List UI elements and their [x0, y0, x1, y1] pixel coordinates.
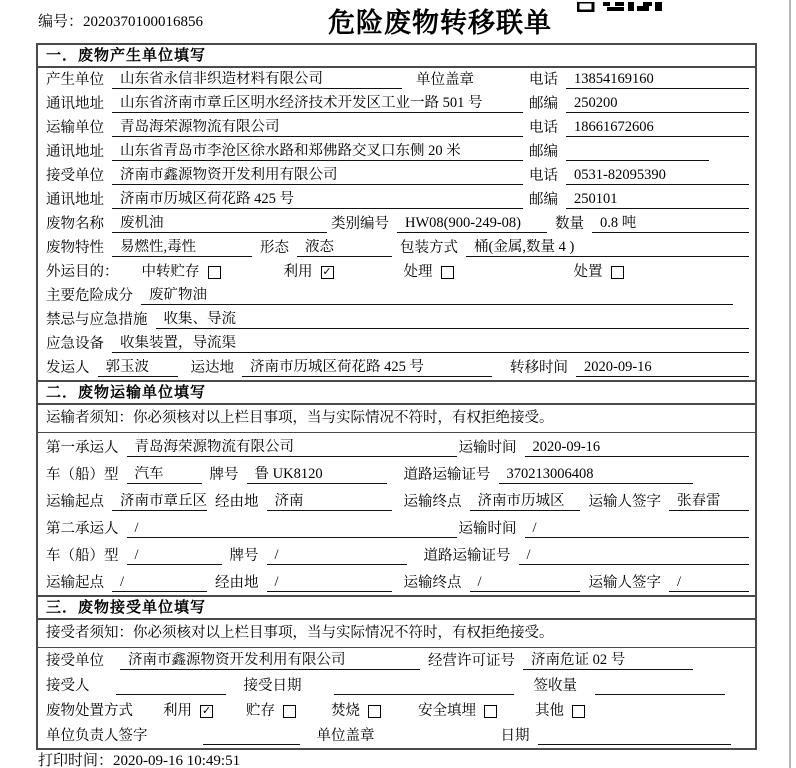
producer-zip-value: 250200	[566, 95, 749, 113]
origin1-value: 济南市章丘区	[112, 493, 207, 511]
address-label: 通讯地址	[46, 144, 104, 160]
category-label: 类别编号	[331, 216, 389, 232]
phone-label: 电话	[529, 120, 558, 136]
section-producer	[38, 45, 755, 380]
transfer-time-value: 2020-09-16	[576, 359, 749, 377]
receipt-qty-label: 签收量	[533, 678, 577, 694]
option-other	[535, 699, 585, 720]
form-value: 液态	[297, 239, 392, 257]
serial-number	[38, 10, 203, 31]
receive-person-value	[116, 677, 226, 695]
option-transfer-storage	[142, 260, 284, 281]
serial-value: 2020370100016856	[83, 14, 204, 30]
checkbox-checked: ✓	[322, 266, 332, 278]
endpoint2-value: /	[470, 574, 580, 592]
option-use	[163, 699, 213, 720]
unit-seal-label: 单位盖章	[316, 728, 375, 744]
option-label: 利用	[283, 264, 313, 280]
page-edge-line	[789, 0, 791, 768]
row-transporter-address	[38, 140, 755, 164]
option-treat	[404, 260, 574, 281]
transporter-notice: 运输者须知：你必须核对以上栏目事项，当与实际情况不符时，有权拒绝接受。	[38, 405, 755, 433]
print-time-label: 打印时间：	[38, 753, 114, 768]
character-value: 易燃性,毒性	[112, 239, 252, 257]
transport-time-label: 运输时间	[458, 440, 517, 456]
zip-label: 邮编	[529, 192, 558, 208]
row-taboo	[38, 308, 755, 332]
carrier1-label: 第一承运人	[46, 440, 119, 456]
road-permit1-value: 370213006408	[499, 466, 694, 484]
transporter-value: 青岛海荣源物流有限公司	[112, 119, 523, 137]
vehicle-type-label: 车（船）型	[46, 467, 119, 483]
carrier-sign1-value: 张春雷	[669, 493, 749, 511]
via-label: 经由地	[215, 494, 259, 510]
disposal-method-label: 废物处置方式	[46, 703, 133, 719]
plate-label: 牌号	[229, 548, 259, 564]
option-label: 焚烧	[331, 703, 360, 719]
row-transporter	[38, 116, 755, 140]
serial-label: 编号：	[38, 14, 84, 30]
checkbox-unchecked	[611, 266, 624, 279]
purpose-label: 外运目的：	[46, 264, 119, 280]
receiver-notice: 接受者须知：你必须核对以上栏目事项，当与实际情况不符时，有权拒绝接受。	[38, 620, 755, 648]
section3-header: 三．废物接受单位填写	[38, 597, 755, 620]
destination-value: 济南市历城区荷花路 425 号	[242, 359, 492, 377]
receive-date-label: 接受日期	[243, 678, 302, 694]
destination-label: 运达地	[190, 360, 234, 376]
row-shipper	[38, 356, 755, 380]
plate2-value: /	[267, 547, 407, 565]
origin2-value: /	[112, 574, 207, 592]
via1-value: 济南	[267, 493, 392, 511]
vehicle-type-label: 车（船）型	[46, 548, 119, 564]
receipt-qty-value	[595, 677, 725, 695]
transport-time-label: 运输时间	[458, 521, 517, 537]
row-carrier2	[38, 514, 755, 541]
row-responsible-sign	[38, 723, 755, 748]
row-receiver-address	[38, 188, 755, 212]
transport-time1-value: 2020-09-16	[525, 439, 750, 457]
transfer-time-label: 转移时间	[510, 360, 568, 376]
option-label: 处理	[403, 264, 433, 280]
endpoint1-value: 济南市历城区	[470, 493, 580, 511]
plate-label: 牌号	[209, 467, 239, 483]
producer-address-value: 山东省济南市章丘区明水经济技术开发区工业一路 501 号	[112, 95, 523, 113]
option-label: 安全填埋	[418, 703, 476, 719]
license-value: 济南危证 02 号	[523, 652, 693, 670]
vehicle2-value: /	[127, 547, 222, 565]
row-disposal-method	[38, 698, 755, 723]
receiver-value: 济南市鑫源物资开发利用有限公司	[112, 167, 523, 185]
row-receive-person	[38, 673, 755, 698]
option-label: 其他	[535, 703, 564, 719]
endpoint-label: 运输终点	[403, 575, 462, 591]
endpoint-label: 运输终点	[403, 494, 462, 510]
option-use	[284, 260, 404, 281]
checkbox-unchecked	[484, 705, 497, 718]
road-permit-label: 道路运输证号	[403, 467, 491, 483]
checkbox-unchecked	[368, 705, 381, 718]
row-vehicle1	[38, 460, 755, 487]
row-producer-address	[38, 92, 755, 116]
transporter-label: 运输单位	[46, 120, 104, 136]
waste-name-label: 废物名称	[46, 216, 104, 232]
section2-header: 二．废物运输单位填写	[38, 382, 755, 405]
transporter-address-value: 山东省青岛市李沧区徐水路和郑佛路交叉口东侧 20 米	[112, 143, 523, 161]
phone-label: 电话	[529, 168, 558, 184]
form-label: 形态	[260, 240, 289, 256]
producer-phone-value: 13854169160	[566, 71, 749, 89]
plate1-value: 鲁 UK8120	[247, 466, 387, 484]
option-label: 中转贮存	[141, 264, 200, 280]
package-label: 包装方式	[400, 240, 458, 256]
producer-label: 产生单位	[46, 72, 104, 88]
receive-date-value	[334, 677, 514, 695]
row-waste-name	[38, 212, 755, 236]
character-label: 废物特性	[46, 240, 104, 256]
receiver-address-value: 济南市历城区荷花路 425 号	[112, 191, 523, 209]
address-label: 通讯地址	[46, 192, 104, 208]
date-value	[538, 727, 732, 745]
receive-unit-value: 济南市鑫源物资开发利用有限公司	[120, 652, 420, 670]
license-label: 经营许可证号	[428, 653, 515, 669]
option-dispose	[574, 260, 624, 281]
section-transporter	[38, 380, 755, 595]
row-route1	[38, 487, 755, 514]
transport-time2-value: /	[525, 520, 750, 538]
via-label: 经由地	[215, 575, 259, 591]
via2-value: /	[267, 574, 392, 592]
checkbox-unchecked	[283, 705, 296, 718]
shipper-value: 郭玉波	[98, 359, 178, 377]
receiver-zip-value: 250101	[566, 191, 749, 209]
origin-label: 运输起点	[46, 494, 104, 510]
row-equipment	[38, 332, 755, 356]
row-waste-character	[38, 236, 755, 260]
checkbox-unchecked	[572, 705, 585, 718]
row-vehicle2	[38, 541, 755, 568]
carrier2-value: /	[127, 520, 457, 538]
section-receiver	[38, 595, 755, 748]
checkbox-checked: ✓	[201, 705, 212, 717]
row-producer	[38, 68, 755, 92]
quantity-label: 数量	[555, 216, 584, 232]
carrier-sign2-value: /	[669, 574, 749, 592]
road-permit2-value: /	[519, 547, 750, 565]
transporter-zip-value	[566, 143, 709, 161]
carrier-sign-label: 运输人签字	[588, 494, 661, 510]
page-title: 危险废物转移联单	[328, 8, 552, 38]
quantity-value: 0.8 吨	[592, 215, 749, 233]
row-receiver	[38, 164, 755, 188]
taboo-value: 收集、导流	[156, 311, 750, 329]
transporter-phone-value: 18661672606	[566, 119, 749, 137]
waste-name-value: 废机油	[112, 215, 327, 233]
equipment-label: 应急设备	[46, 336, 104, 352]
option-label: 贮存	[246, 703, 275, 719]
taboo-label: 禁忌与应急措施	[46, 312, 148, 328]
checkbox-unchecked	[208, 266, 221, 279]
hazard-label: 主要危险成分	[46, 288, 133, 304]
hazard-value: 废矿物油	[141, 287, 733, 305]
option-burn	[331, 699, 381, 720]
package-value: 桶(金属,数量 4 )	[466, 239, 749, 257]
responsible-sign-value	[203, 727, 300, 745]
row-receive-unit	[38, 648, 755, 673]
shipper-label: 发运人	[46, 360, 90, 376]
receive-unit-label: 接受单位	[46, 653, 104, 669]
option-label: 处置	[573, 264, 603, 280]
road-permit-label: 道路运输证号	[423, 548, 511, 564]
carrier-sign-label: 运输人签字	[588, 575, 661, 591]
print-time-value: 2020-09-16 10:49:51	[113, 753, 241, 768]
receiver-phone-value: 0531-82095390	[566, 167, 749, 185]
checkbox-unchecked	[441, 266, 454, 279]
receiver-label: 接受单位	[46, 168, 104, 184]
row-hazard	[38, 284, 755, 308]
receive-person-label: 接受人	[46, 678, 90, 694]
unit-seal-label: 单位盖章	[416, 72, 474, 88]
row-carrier1	[38, 433, 755, 460]
row-route2	[38, 568, 755, 595]
print-time	[38, 749, 240, 768]
transfer-form	[36, 43, 757, 750]
carrier2-label: 第二承运人	[46, 521, 119, 537]
zip-label: 邮编	[529, 96, 558, 112]
option-store	[246, 699, 296, 720]
address-label: 通讯地址	[46, 96, 104, 112]
zip-label: 邮编	[529, 144, 558, 160]
option-landfill	[418, 699, 497, 720]
responsible-sign-label: 单位负责人签字	[46, 728, 148, 744]
date-label: 日期	[500, 728, 530, 744]
vehicle1-value: 汽车	[127, 466, 202, 484]
category-value: HW08(900-249-08)	[397, 215, 547, 233]
row-purpose	[38, 260, 755, 284]
producer-value: 山东省永信非织造材料有限公司	[112, 71, 402, 89]
option-label: 利用	[163, 703, 192, 719]
phone-label: 电话	[529, 72, 558, 88]
origin-label: 运输起点	[46, 575, 104, 591]
section1-header: 一．废物产生单位填写	[38, 45, 755, 68]
carrier1-value: 青岛海荣源物流有限公司	[127, 439, 457, 457]
equipment-value: 收集装置，导流渠	[112, 335, 749, 353]
